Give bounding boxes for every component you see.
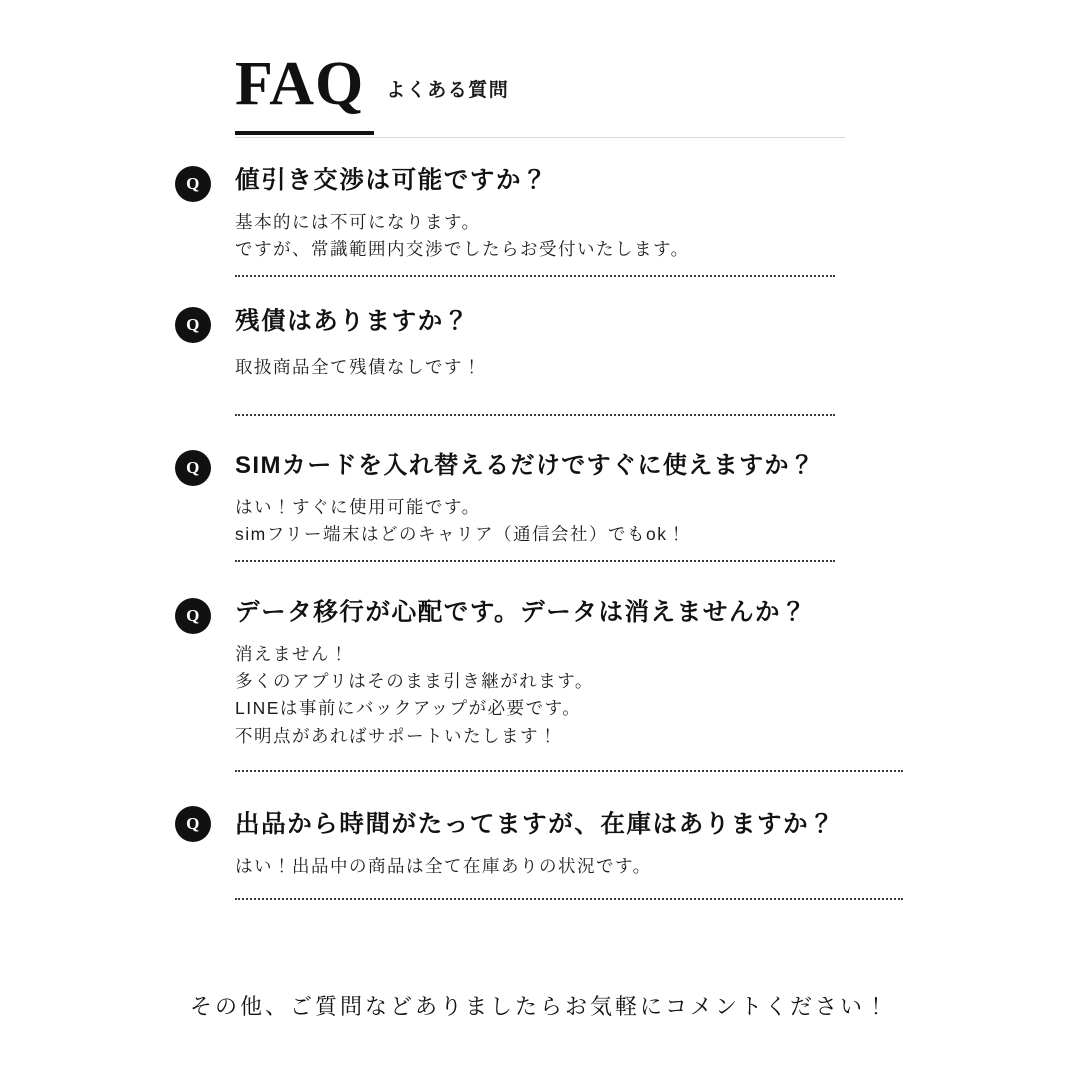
faq-answer bbox=[235, 209, 930, 263]
faq-item bbox=[170, 299, 930, 415]
faq-answer bbox=[235, 494, 930, 548]
faq-question: SIMカードを入れ替えるだけですぐに使えますか？ bbox=[235, 451, 816, 479]
footer-note: その他、ご質問などありましたらお気軽にコメントください！ bbox=[189, 994, 890, 1019]
page-header bbox=[235, 50, 845, 118]
item-divider bbox=[235, 275, 835, 277]
faq-question: データ移行が心配です。データは消えませんか？ bbox=[235, 599, 808, 627]
faq-answer-line: はい！すぐに使用可能です。 bbox=[235, 496, 481, 517]
page-title: FAQ bbox=[235, 50, 365, 118]
faq-answer-line: 取扱商品全て残債なしです！ bbox=[235, 357, 482, 378]
faq-answer-line: 不明点があればサポートいたします！ bbox=[235, 725, 558, 746]
page-subtitle: よくある質問 bbox=[386, 79, 510, 101]
faq-question: 残債はありますか？ bbox=[235, 308, 470, 336]
question-badge-icon: Q bbox=[175, 307, 211, 343]
faq-answer bbox=[235, 641, 930, 750]
faq-list bbox=[170, 158, 930, 906]
item-divider bbox=[235, 770, 903, 772]
item-divider bbox=[235, 414, 835, 416]
faq-answer bbox=[235, 354, 930, 381]
faq-item bbox=[170, 444, 930, 563]
faq-item bbox=[170, 158, 930, 277]
item-divider bbox=[235, 560, 835, 562]
faq-answer-line: ですが、常識範囲内交渉でしたらお受付いたします。 bbox=[235, 239, 690, 260]
faq-item bbox=[170, 802, 930, 900]
header-divider bbox=[235, 137, 845, 138]
faq-answer-line: 基本的には不可になります。 bbox=[235, 212, 481, 233]
faq-answer-line: LINEは事前にバックアップが必要です。 bbox=[235, 698, 582, 719]
faq-question: 値引き交渉は可能ですか？ bbox=[235, 167, 549, 194]
title-underline bbox=[235, 131, 374, 135]
faq-answer bbox=[235, 853, 930, 880]
question-badge-icon: Q bbox=[175, 166, 211, 202]
question-badge-icon: Q bbox=[175, 806, 211, 842]
faq-answer-line: 多くのアプリはそのまま引き継がれます。 bbox=[235, 671, 594, 692]
faq-answer-line: simフリー端末はどのキャリア（通信会社）でもok！ bbox=[235, 524, 687, 545]
faq-question: 出品から時間がたってますが、在庫はありますか？ bbox=[235, 810, 836, 838]
faq-answer-line: はい！出品中の商品は全て在庫ありの状況です。 bbox=[235, 855, 652, 876]
question-badge-icon: Q bbox=[175, 598, 211, 634]
faq-item bbox=[170, 590, 930, 772]
title-row bbox=[235, 50, 845, 118]
question-badge-icon: Q bbox=[175, 450, 211, 486]
faq-answer-line: 消えません！ bbox=[235, 644, 349, 665]
item-divider bbox=[235, 898, 903, 900]
